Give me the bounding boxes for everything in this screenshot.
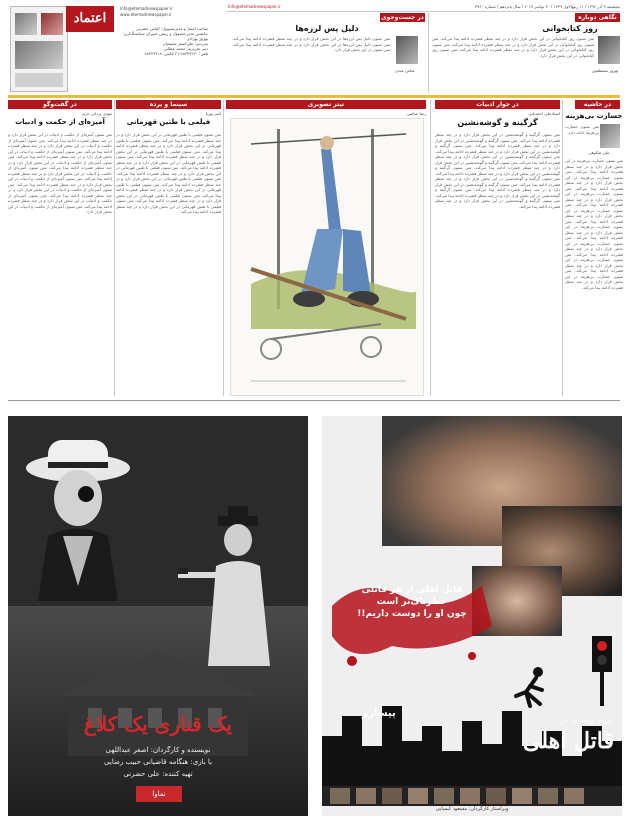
director-line: پرویز پرستویی در — [560, 716, 612, 724]
column-title: دلیل پس لرزه‌ها — [295, 24, 359, 33]
tagline-line: قاتل اهلی از هر قاتلی — [361, 585, 463, 595]
movie-poster-left[interactable] — [8, 416, 308, 816]
column-title: فیلمی با طنین قهرمانی — [126, 118, 211, 126]
poster-title: قاتل اهلی — [523, 728, 614, 754]
column-body: متن ستون فیلمی با طنین قهرمانی در این بخش قرار دارد و در چند سطر فشرده ادامه پیدا می‌کند. متن ستون فیلمی با طنین قهرمانی در این بخش قرار دارد و در چند سطر فشرده ادامه پیدا می‌کند. متن ستون فیلمی با طنین قهرمانی در این بخش قرار دارد و در چند سطر فشرده ادامه پیدا می‌کند. متن ستون فیلمی با طنین قهرمانی در این بخش قرار دارد و در چند سطر فشرده ادامه پیدا می‌کند. متن ستون فیلمی با طنین قهرمانی در این بخش قرار دارد و در چند سطر فشرده ادامه پیدا می‌کند. متن ستون فیلمی با طنین قهرمانی در این بخش قرار دارد و در چند سطر فشرده ادامه پیدا می‌کند. متن ستون فیلمی با طنین قهرمانی در این بخش قرار دارد و در چند سطر فشرده ادامه پیدا می‌کند. متن ستون فیلمی با طنین قهرمانی در این بخش قرار دارد و در چند سطر فشرده ادامه پیدا می‌کند. متن ستون فیلمی با طنین قهرمانی در این بخش قرار دارد و در چند سطر فشرده ادامه پیدا می‌کند. — [116, 132, 221, 214]
author-name: بهروز مصطفوی — [591, 68, 619, 73]
author-name: علی شکوهی — [588, 150, 610, 155]
date-line: پنجشنبه ۹ آذر ۱۳۹۶ / ۱۱ ربیع‌الاول ۱۴۳۹ / ۳۰ نوامبر ۲۰۱۷ / سال پانزدهم / شماره ۳۹۶۰ — [474, 4, 620, 9]
newspaper-page — [0, 0, 630, 400]
tagline-line: چون او را دوست داریم!! — [357, 609, 467, 619]
column-title: آمیزه‌ای از حکمت و ادبیات — [15, 118, 105, 126]
section-head: سینما و پرده — [116, 100, 221, 109]
tagline-line: خطرناک‌تر است — [376, 597, 448, 607]
studio-logo: نماوا — [136, 786, 182, 802]
author-photo — [598, 36, 620, 64]
section-head: تیتر تصویری — [226, 100, 426, 109]
author-photo — [396, 36, 418, 64]
credit-line: جانشین مدیر مسوول و رییس شورای سیاستگذاری: بهروز بهزادی — [122, 31, 208, 41]
poster-title: یک قناری یک کلاغ — [83, 712, 233, 736]
contact-line: تلفن: ۸۸۳۴۹۲۲۰-۲۱ فکس: ۸۸۳۴۹۳۱۸ — [144, 51, 208, 56]
section-head: در گفت‌وگو — [8, 100, 112, 109]
column-title: جسارت بی‌هزینه — [565, 112, 623, 120]
column-body: متن ستون روز کتابخوانی در این بخش قرار دارد و در چند سطر فشرده ادامه پیدا می‌کند. متن ستون روز کتابخوانی در این بخش قرار دارد و در چند سطر فشرده ادامه پیدا می‌کند. متن ستون روز کتابخوانی در این بخش قرار دارد و در چند سطر فشرده ادامه پیدا می‌کند. متن ستون روز کتابخوانی در این بخش قرار دارد. — [432, 36, 594, 58]
poster-credit: نویسنده و کارگردان: اصغر عبداللهی — [105, 746, 211, 754]
author-photo — [600, 124, 620, 148]
woman-figure — [18, 426, 148, 606]
movie-poster-right[interactable] — [322, 416, 622, 816]
section-head: نگاهی دوباره — [575, 13, 620, 22]
credits-strip: ویراستار کارگردان: مسعود کیمیایی — [435, 806, 509, 812]
column-title: روز کتابخوانی — [542, 24, 598, 33]
author-name: امیر پوریا — [205, 111, 221, 116]
author-name: رضا عیاضی — [406, 111, 426, 116]
masthead-website[interactable]: www.etemadnewspaper.ir — [120, 12, 172, 17]
cast-strip — [322, 786, 622, 806]
credit-line: دبیر تحریریه: محمد عطایی — [163, 46, 208, 51]
column-body: متن ستون آمیزه‌ای از حکمت و ادبیات در این بخش قرار دارد و در چند سطر فشرده ادامه پیدا می‌کند. متن ستون آمیزه‌ای از حکمت و ادبیات در این بخش قرار دارد و در چند سطر فشرده ادامه پیدا می‌کند. متن ستون آمیزه‌ای از حکمت و ادبیات در این بخش قرار دارد و در چند سطر فشرده ادامه پیدا می‌کند. متن ستون آمیزه‌ای از حکمت و ادبیات در این بخش قرار دارد و در چند سطر فشرده ادامه پیدا می‌کند. متن ستون آمیزه‌ای از حکمت و ادبیات در این بخش قرار دارد و در چند سطر فشرده ادامه پیدا می‌کند. متن ستون آمیزه‌ای از حکمت و ادبیات در این بخش قرار دارد و در چند سطر فشرده ادامه پیدا می‌کند. متن ستون آمیزه‌ای از حکمت و ادبیات در این بخش قرار دارد و در چند سطر فشرده ادامه پیدا می‌کند. متن ستون آمیزه‌ای از حکمت و ادبیات در این بخش قرار دارد و در چند سطر فشرده ادامه پیدا می‌کند. متن ستون آمیزه‌ای از حکمت و ادبیات در این بخش قرار دارد. — [8, 132, 112, 214]
poster-credit: با بازی: هنگامه قاضیانی حبیب رضایی — [104, 758, 212, 766]
credit-line: صاحب امتیاز و مدیرمسوول: الیاس حضرتی — [136, 26, 208, 31]
man-figure — [178, 506, 298, 666]
logo: اعتماد — [66, 6, 114, 32]
brand-label: پیسارو — [362, 708, 396, 719]
caricature-illustration — [230, 118, 424, 396]
section-head: در حاشیه — [575, 100, 620, 109]
masthead-credits — [116, 26, 208, 56]
author-name: مهدی یزدانی خرم — [82, 111, 112, 116]
tagline — [332, 584, 492, 620]
column-title: گرگینه و گوشه‌نشین — [457, 118, 538, 127]
author-name: عباس عبدی — [395, 68, 415, 73]
masthead-email-top[interactable]: Info@etemadnewspaper.ir — [228, 4, 281, 9]
front-page-thumbnail — [10, 6, 68, 92]
column-body: متن ستون دلیل پس لرزه‌ها در این بخش قرار دارد و در چند سطر فشرده ادامه پیدا می‌کند. متن ستون دلیل پس لرزه‌ها در این بخش قرار دارد و در چند سطر فشرده ادامه پیدا می‌کند. متن ستون در این بخش قرار دارد. — [232, 36, 390, 52]
column-body: متن ستون جسارت بی‌هزینه در این بخش قرار دارد و در چند سطر فشرده ادامه پیدا می‌کند. متن ستون جسارت بی‌هزینه در این بخش قرار دارد و در چند سطر فشرده ادامه پیدا می‌کند. متن ستون جسارت بی‌هزینه در این بخش قرار دارد و در چند سطر فشرده ادامه پیدا می‌کند. متن ستون جسارت بی‌هزینه در این بخش قرار دارد و در چند سطر فشرده ادامه پیدا می‌کند. متن ستون جسارت بی‌هزینه در این بخش قرار دارد و در چند سطر فشرده ادامه پیدا می‌کند. متن ستون جسارت بی‌هزینه در این بخش قرار دارد و در چند سطر فشرده ادامه پیدا می‌کند. متن ستون جسارت بی‌هزینه در این بخش قرار دارد و در چند سطر فشرده ادامه پیدا می‌کند. متن ستون جسارت بی‌هزینه در این بخش قرار دارد و در چند سطر فشرده ادامه پیدا می‌کند. — [565, 158, 623, 290]
author-name: استادعلی احمدیانی — [528, 111, 560, 116]
section-head: در جست‌وجوی — [381, 14, 424, 21]
running-man-icon — [512, 666, 552, 710]
column-body: متن ستون گرگینه و گوشه‌نشین در این بخش قرار دارد و در چند سطر فشرده ادامه پیدا می‌کند. متن ستون گرگینه و گوشه‌نشین در این بخش قرار دارد و در چند سطر فشرده ادامه پیدا می‌کند. متن ستون گرگینه و گوشه‌نشین در این بخش قرار دارد و در چند سطر فشرده ادامه پیدا می‌کند. متن ستون گرگینه و گوشه‌نشین در این بخش قرار دارد و در چند سطر فشرده ادامه پیدا می‌کند. متن ستون گرگینه و گوشه‌نشین در این بخش قرار دارد و در چند سطر فشرده ادامه پیدا می‌کند. متن ستون گرگینه و گوشه‌نشین در این بخش قرار دارد و در چند سطر فشرده ادامه پیدا می‌کند. متن ستون گرگینه و گوشه‌نشین در این بخش قرار دارد و در چند سطر فشرده ادامه پیدا می‌کند. متن ستون گرگینه و گوشه‌نشین در این بخش قرار دارد و در چند سطر فشرده ادامه پیدا می‌کند. متن ستون گرگینه و گوشه‌نشین در این بخش قرار دارد و در چند سطر فشرده ادامه پیدا می‌کند. متن ستون گرگینه و گوشه‌نشین در این بخش قرار دارد و در چند سطر فشرده ادامه پیدا می‌کند. — [435, 132, 560, 209]
blood-splash — [322, 566, 502, 676]
column-body: متن ستون جسارت بی‌هزینه ادامه دارد. — [565, 124, 599, 135]
masthead-email[interactable]: Info@etemadnewspaper.ir — [120, 6, 173, 11]
credit-line: سردبیر: علی‌اصغر شفیعیان — [162, 41, 208, 46]
poster-credit: تهیه کننده: علی حضرتی — [123, 770, 193, 778]
section-head: در جوار ادبیات — [435, 100, 560, 109]
separator-strip — [8, 95, 620, 98]
